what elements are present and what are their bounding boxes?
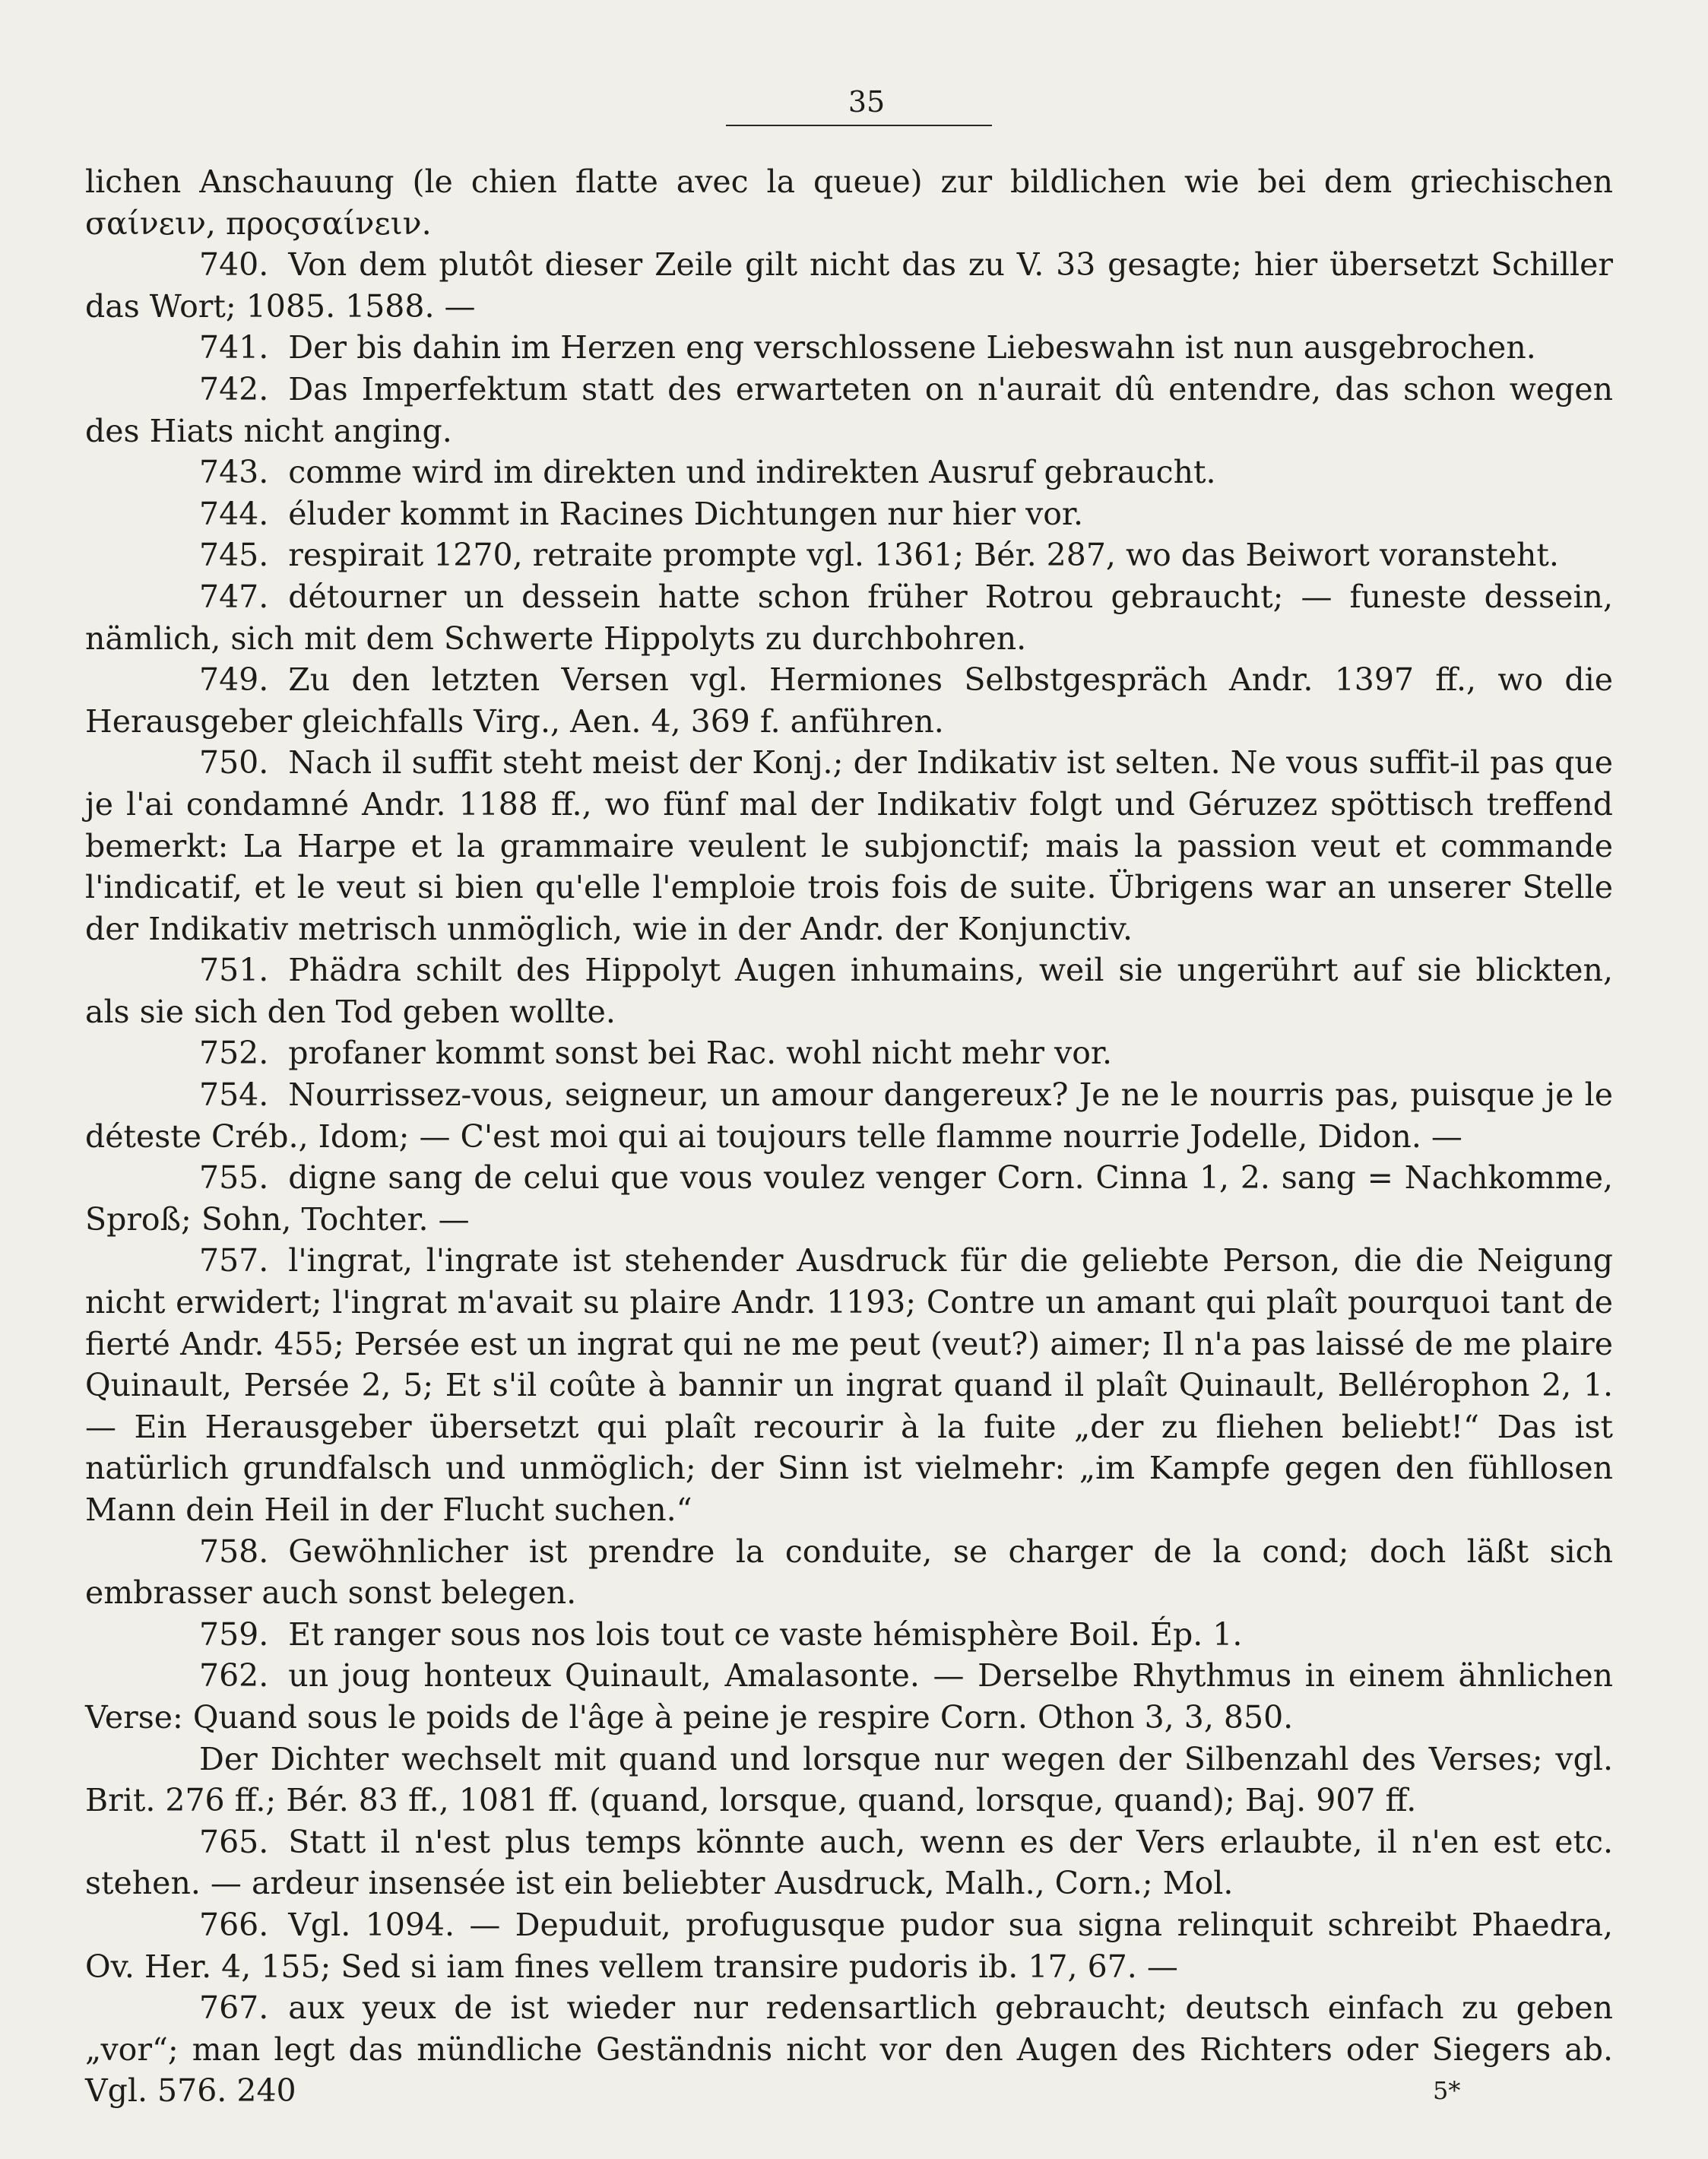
line-number: 751.: [199, 952, 269, 989]
paragraph: [85, 1739, 1613, 1821]
paragraph: [85, 659, 1613, 742]
line-number: 765.: [199, 1823, 269, 1860]
paragraph: [85, 493, 1613, 535]
paragraph-text: Der bis dahin im Herzen eng verschlossene Liebeswahn ist nun ausgebrochen.: [288, 329, 1536, 366]
paragraph: [85, 950, 1613, 1032]
line-number: 744.: [199, 495, 269, 532]
line-number: 749.: [199, 661, 269, 699]
line-number: 752.: [199, 1035, 269, 1072]
line-number: 743.: [199, 454, 269, 491]
paragraph-text: profaner kommt sonst bei Rac. wohl nicht mehr vor.: [288, 1035, 1113, 1072]
paragraph: [85, 244, 1613, 327]
line-number: 747.: [199, 578, 269, 615]
line-number: 755.: [199, 1159, 269, 1197]
line-number: 741.: [199, 329, 269, 366]
paragraph-text: Phädra schilt des Hippolyt Augen inhumains, weil sie ungerührt auf sie blickten, als sie sich den Tod geben wollte.: [85, 952, 1613, 1030]
paragraph-text: Das Imperfektum statt des erwarteten on n'aurait dû entendre, das schon wegen des Hiats nicht anging.: [85, 370, 1613, 449]
line-number: 740.: [199, 246, 269, 284]
commentary-body: [85, 161, 1613, 2112]
paragraph: [85, 742, 1613, 950]
line-number: 754.: [199, 1076, 269, 1114]
paragraph-text: Et ranger sous nos lois tout ce vaste hémisphère Boil. Ép. 1.: [288, 1615, 1243, 1653]
paragraph: [85, 1157, 1613, 1240]
paragraph-text: Statt il n'est plus temps könnte auch, wenn es der Vers erlaubte, il n'en est etc. stehen. — ardeur insensée ist ein beliebter Ausdruck, Malh., Corn.; Mol.: [85, 1823, 1613, 1902]
line-number: 762.: [199, 1657, 269, 1695]
line-number: 758.: [199, 1533, 269, 1570]
paragraph-text: Zu den letzten Versen vgl. Hermiones Selbstgespräch Andr. 1397 ff., wo die Herausgeber gleichfalls Virg., Aen. 4, 369 f. anführen.: [85, 661, 1613, 740]
line-number: 750.: [199, 744, 269, 781]
line-number: 757.: [199, 1242, 269, 1279]
paragraph-text: respirait 1270, retraite prompte vgl. 1361; Bér. 287, wo das Beiwort voransteht.: [288, 537, 1559, 574]
paragraph: [85, 534, 1613, 576]
line-number: 766.: [199, 1906, 269, 1943]
paragraph: [85, 1655, 1613, 1738]
paragraph: [85, 369, 1613, 452]
paragraph: [85, 161, 1613, 244]
paragraph: [85, 1074, 1613, 1157]
header-rule: [726, 125, 992, 126]
paragraph-text: comme wird im direkten und indirekten Ausruf gebraucht.: [288, 454, 1216, 491]
paragraph: [85, 1904, 1613, 1987]
paragraph-text: Vgl. 1094. — Depuduit, profugusque pudor sua signa relinquit schreibt Phaedra, Ov. Her. 4, 155; Sed si iam fines vellem transire pudoris ib. 17, 67. —: [85, 1906, 1613, 1985]
paragraph: [85, 1614, 1613, 1656]
line-number: 767.: [199, 1989, 269, 2027]
paragraph-text: Nourrissez-vous, seigneur, un amour dangereux? Je ne le nourris pas, puisque je le déteste Créb., Idom; — C'est moi qui ai toujours telle flamme nourrie Jodelle, Didon. —: [85, 1076, 1613, 1155]
paragraph-text: éluder kommt in Racines Dichtungen nur hier vor.: [288, 495, 1084, 532]
paragraph: [85, 1531, 1613, 1614]
paragraph: [85, 452, 1613, 493]
paragraph-text: un joug honteux Quinault, Amalasonte. — Derselbe Rhythmus in einem ähnlichen Verse: Quand sous le poids de l'âge à peine je respire Corn. Othon 3, 3, 850.: [85, 1657, 1613, 1736]
paragraph: [85, 576, 1613, 659]
page-number: 35: [848, 85, 886, 119]
line-number: 742.: [199, 370, 269, 407]
paragraph-text: lichen Anschauung (le chien flatte avec la queue) zur bildlichen wie bei dem griechischen σαίνειν, προςσαίνειν.: [85, 163, 1613, 242]
paragraph-text: Von dem plutôt dieser Zeile gilt nicht das zu V. 33 gesagte; hier übersetzt Schiller das Wort; 1085. 1588. —: [85, 246, 1613, 325]
line-number: 745.: [199, 537, 269, 574]
paragraph-text: Der Dichter wechselt mit quand und lorsque nur wegen der Silbenzahl des Verses; vgl. Brit. 276 ff.; Bér. 83 ff., 1081 ff. (quand, lorsque, quand, lorsque, quand); Baj. 907 ff.: [85, 1740, 1613, 1819]
paragraph: [85, 327, 1613, 369]
paragraph-text: aux yeux de ist wieder nur redensartlich gebraucht; deutsch einfach zu geben „vor“; man legt das mündliche Geständnis nicht vor den Augen des Richters oder Siegers ab. Vgl. 576. 240: [85, 1989, 1613, 2110]
paragraph-text: détourner un dessein hatte schon früher Rotrou gebraucht; — funeste dessein, nämlich, sich mit dem Schwerte Hippolyts zu durchbohren.: [85, 578, 1613, 657]
line-number: 759.: [199, 1615, 269, 1653]
paragraph: [85, 1032, 1613, 1074]
paragraph: [85, 1987, 1613, 2112]
paragraph-text: l'ingrat, l'ingrate ist stehender Ausdruck für die geliebte Person, die die Neigung nicht erwidert; l'ingrat m'avait su plaire Andr. 1193; Contre un amant qui plaît pourquoi tant de fierté Andr. 455; Persée est un ingrat qui ne me peut (veut?) aimer; Il n'a pas laissé de me plaire Quinault, Persée 2, 5; Et s'il coûte à bannir un ingrat quand il plaît Quinault, Bellérophon 2, 1. — Ein Herausgeber übersetzt qui plaît recourir à la fuite „der zu fliehen beliebt!“ Das ist natürlich grundfalsch und unmöglich; der Sinn ist vielmehr: „im Kampfe gegen den fühllosen Mann dein Heil in der Flucht suchen.“: [85, 1242, 1613, 1528]
paragraph: [85, 1821, 1613, 1904]
signature-mark: 5*: [1433, 2076, 1461, 2105]
paragraph-text: Nach il suffit steht meist der Konj.; der Indikativ ist selten. Ne vous suffit-il pas que je l'ai condamné Andr. 1188 ff., wo fünf mal der Indikativ folgt und Géruzez spöttisch treffend bemerkt: La Harpe et la grammaire veulent le subjonctif; mais la passion veut et commande l'indicatif, et le veut si bien qu'elle l'emploie trois fois de suite. Übrigens war an unserer Stelle der Indikativ metrisch unmöglich, wie in der Andr. der Konjunctiv.: [85, 744, 1613, 947]
paragraph-text: Gewöhnlicher ist prendre la conduite, se charger de la cond; doch läßt sich embrasser auch sonst belegen.: [85, 1533, 1613, 1612]
paragraph: [85, 1240, 1613, 1530]
paragraph-text: digne sang de celui que vous voulez venger Corn. Cinna 1, 2. sang = Nachkomme, Sproß; Sohn, Tochter. —: [85, 1159, 1613, 1238]
